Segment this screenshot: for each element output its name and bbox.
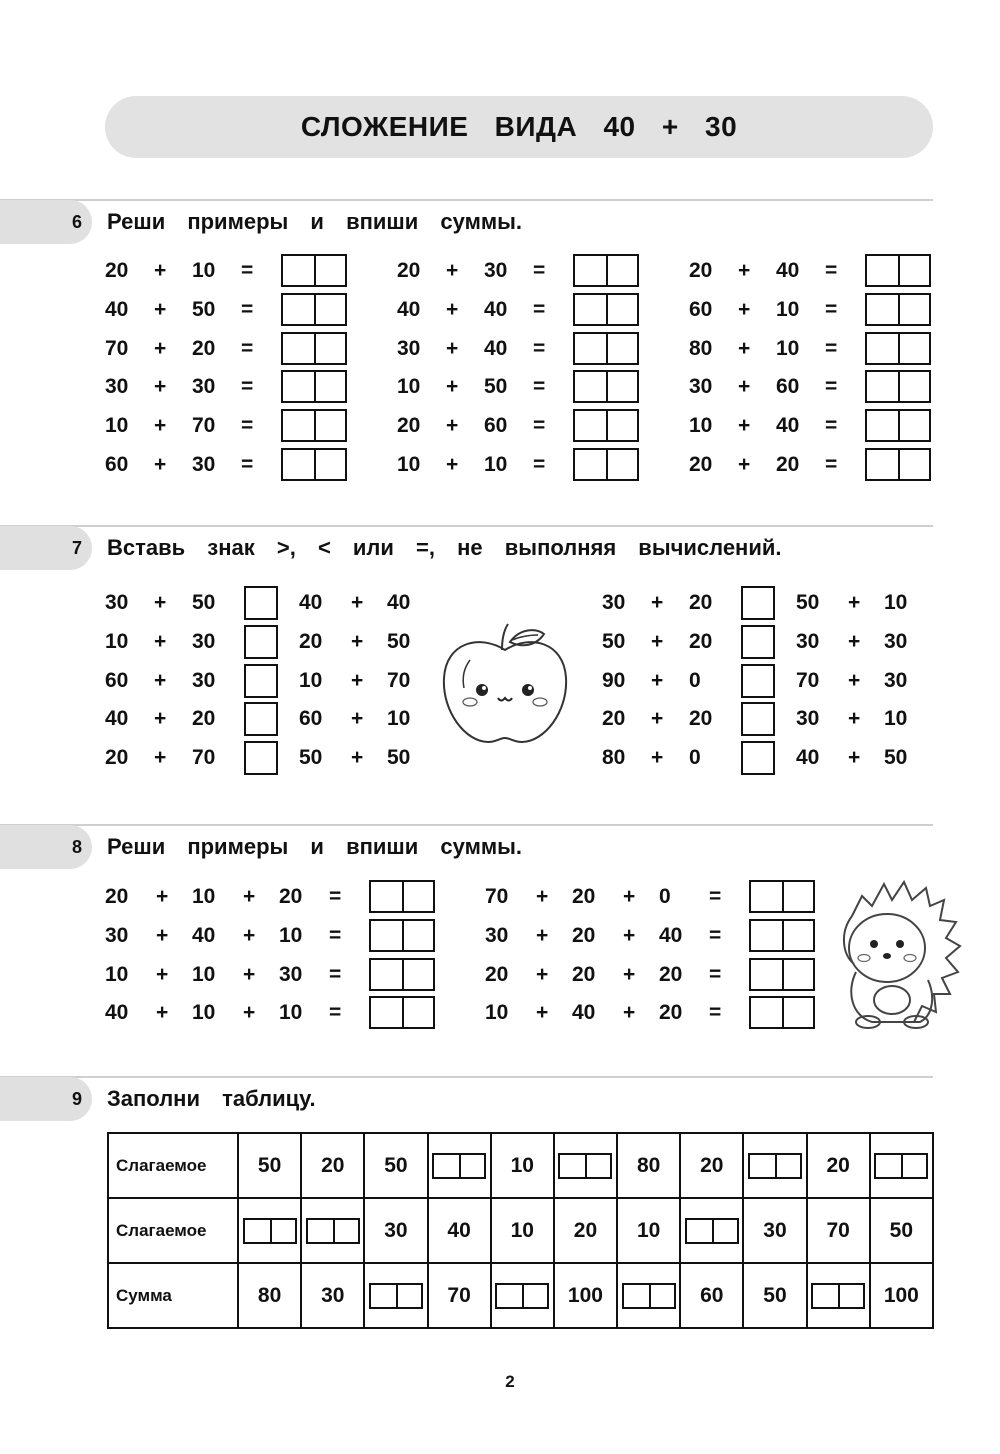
plus-sign: + (156, 923, 169, 947)
page-title: СЛОЖЕНИЕ ВИДА 40 + 30 (300, 111, 738, 142)
equals-sign: = (709, 1001, 722, 1025)
row-label: Слагаемое (108, 1133, 238, 1198)
addend: 30 (279, 962, 303, 986)
addend: 20 (299, 629, 323, 653)
plus-sign: + (651, 591, 664, 614)
equals-sign: = (329, 962, 342, 986)
addend: 10 (192, 885, 216, 908)
plus-sign: + (154, 668, 167, 692)
addend: 40 (387, 591, 411, 614)
addend: 20 (689, 259, 713, 282)
equation-row (105, 960, 355, 990)
equals-sign: = (241, 336, 254, 360)
addend: 40 (484, 297, 508, 321)
table-cell: 70 (807, 1198, 870, 1263)
plus-sign: + (351, 668, 364, 692)
task-number-badge (0, 825, 92, 869)
equals-sign: = (709, 962, 722, 986)
apple-illustration (440, 620, 570, 748)
plus-sign: + (446, 453, 459, 476)
table-cell: 80 (238, 1263, 301, 1328)
addend: 30 (484, 259, 508, 282)
equals-sign: = (329, 885, 342, 908)
addend: 0 (659, 885, 671, 908)
answer-box[interactable] (874, 1153, 928, 1179)
answer-box[interactable] (369, 880, 435, 913)
equation-row (485, 960, 735, 990)
equals-sign: = (241, 297, 254, 321)
equation-row (485, 882, 735, 912)
plus-sign: + (848, 707, 861, 731)
plus-sign: + (651, 707, 664, 731)
answer-box[interactable] (243, 1218, 297, 1244)
table-cell: 80 (617, 1133, 680, 1198)
task-instruction: Вставь знак >, < или =, не выполняя вычислений. (107, 535, 782, 560)
row-label: Слагаемое (108, 1198, 238, 1263)
plus-sign: + (536, 923, 549, 947)
addend: 20 (105, 746, 129, 770)
addend: 10 (192, 1001, 216, 1025)
plus-sign: + (536, 962, 549, 986)
addend: 30 (105, 923, 129, 947)
plus-sign: + (446, 259, 459, 282)
addend: 20 (279, 885, 303, 908)
plus-sign: + (154, 414, 167, 438)
addend: 70 (192, 746, 216, 770)
addend: 40 (105, 297, 129, 321)
equals-sign: = (241, 453, 254, 476)
plus-sign: + (623, 1001, 636, 1025)
addend: 30 (602, 591, 626, 614)
addend: 20 (602, 707, 626, 731)
task-number: 9 (71, 1089, 82, 1109)
section-divider (0, 1076, 933, 1078)
equation-row (105, 998, 355, 1028)
table-cell (238, 1198, 301, 1263)
table-row (108, 1133, 933, 1198)
addend: 60 (299, 707, 323, 731)
plus-sign: + (243, 962, 256, 986)
answer-box[interactable] (573, 254, 639, 287)
task-number: 7 (71, 538, 82, 558)
table-cell: 20 (301, 1133, 364, 1198)
answer-box[interactable] (749, 919, 815, 952)
answer-box[interactable] (281, 370, 347, 403)
addend: 20 (776, 453, 800, 476)
sign-box[interactable] (741, 586, 775, 620)
addend: 50 (796, 591, 820, 614)
addend: 50 (192, 591, 216, 614)
plus-sign: + (738, 375, 751, 399)
plus-sign: + (848, 629, 861, 653)
addend: 40 (299, 591, 323, 614)
plus-sign: + (446, 414, 459, 438)
addend: 10 (884, 707, 908, 731)
table-cell: 10 (617, 1198, 680, 1263)
plus-sign: + (154, 591, 167, 614)
addend: 40 (659, 923, 683, 947)
addend: 50 (387, 746, 411, 770)
table-cell (680, 1198, 743, 1263)
addend: 20 (397, 259, 421, 282)
answer-box[interactable] (306, 1218, 360, 1244)
addend: 0 (689, 668, 701, 692)
plus-sign: + (154, 297, 167, 321)
addend: 20 (659, 962, 683, 986)
plus-sign: + (154, 707, 167, 731)
addend: 40 (105, 1001, 129, 1025)
plus-sign: + (738, 259, 751, 282)
addend: 70 (192, 414, 216, 438)
plus-sign: + (738, 336, 751, 360)
equation-row (485, 998, 735, 1028)
answer-box[interactable] (369, 919, 435, 952)
plus-sign: + (848, 746, 861, 770)
addend: 20 (397, 414, 421, 438)
addend: 10 (192, 962, 216, 986)
addend: 20 (689, 629, 713, 653)
task-instruction: Заполни таблицу. (107, 1086, 316, 1111)
answer-box[interactable] (369, 958, 435, 991)
answer-box[interactable] (281, 332, 347, 365)
equals-sign: = (709, 923, 722, 947)
addend: 10 (279, 923, 303, 947)
table-cell: 50 (238, 1133, 301, 1198)
table-cell: 100 (870, 1263, 933, 1328)
section-divider (0, 525, 933, 527)
answer-box[interactable] (573, 409, 639, 442)
table-cell (301, 1198, 364, 1263)
answer-box[interactable] (573, 293, 639, 326)
answer-box[interactable] (865, 409, 931, 442)
table-cell: 20 (807, 1133, 870, 1198)
plus-sign: + (536, 885, 549, 908)
answer-box[interactable] (865, 293, 931, 326)
plus-sign: + (651, 668, 664, 692)
plus-sign: + (154, 453, 167, 476)
plus-sign: + (848, 591, 861, 614)
plus-sign: + (848, 668, 861, 692)
table-cell: 40 (428, 1198, 491, 1263)
addend: 30 (485, 923, 509, 947)
equals-sign: = (825, 297, 838, 321)
addend: 70 (485, 885, 509, 908)
addend: 60 (776, 375, 800, 399)
equals-sign: = (241, 375, 254, 399)
plus-sign: + (243, 885, 256, 908)
addend: 10 (105, 629, 129, 653)
addend: 40 (572, 1001, 596, 1025)
answer-box[interactable] (865, 370, 931, 403)
task-number-badge (0, 1077, 92, 1121)
addend: 30 (884, 629, 908, 653)
answer-box[interactable] (685, 1218, 739, 1244)
plus-sign: + (623, 962, 636, 986)
task-number: 8 (71, 837, 82, 857)
addend: 10 (105, 962, 129, 986)
addend: 10 (105, 414, 129, 438)
addend: 30 (796, 629, 820, 653)
addend: 10 (397, 453, 421, 476)
task-number-badge (0, 526, 92, 570)
equals-sign: = (825, 375, 838, 399)
sign-box[interactable] (244, 664, 278, 698)
answer-box[interactable] (281, 293, 347, 326)
table-cell: 50 (364, 1133, 427, 1198)
table-cell (743, 1133, 806, 1198)
addend: 20 (192, 707, 216, 731)
table-cell: 30 (743, 1198, 806, 1263)
sign-box[interactable] (741, 741, 775, 775)
table-cell: 10 (491, 1133, 554, 1198)
table-cell: 30 (364, 1198, 427, 1263)
equals-sign: = (709, 885, 722, 908)
answer-box[interactable] (281, 409, 347, 442)
answer-box[interactable] (622, 1283, 676, 1309)
addend: 30 (796, 707, 820, 731)
sign-box[interactable] (244, 586, 278, 620)
addend: 30 (105, 591, 129, 614)
equals-sign: = (329, 1001, 342, 1025)
equation-row (105, 921, 355, 951)
addend: 20 (659, 1001, 683, 1025)
answer-box[interactable] (573, 448, 639, 481)
plus-sign: + (351, 707, 364, 731)
equation-row (485, 921, 735, 951)
fill-table (107, 1132, 934, 1329)
plus-sign: + (351, 746, 364, 770)
plus-sign: + (738, 414, 751, 438)
equals-sign: = (825, 453, 838, 476)
answer-box[interactable] (749, 996, 815, 1029)
plus-sign: + (623, 885, 636, 908)
task-number-badge (0, 200, 92, 244)
answer-box[interactable] (749, 880, 815, 913)
equals-sign: = (241, 259, 254, 282)
section-divider (0, 824, 933, 826)
equation-row (105, 882, 355, 912)
plus-sign: + (446, 297, 459, 321)
sign-box[interactable] (244, 625, 278, 659)
plus-sign: + (156, 885, 169, 908)
plus-sign: + (154, 336, 167, 360)
addend: 60 (484, 414, 508, 438)
plus-sign: + (446, 336, 459, 360)
page-number: 2 (505, 1372, 515, 1391)
answer-box[interactable] (811, 1283, 865, 1309)
addend: 30 (105, 375, 129, 399)
table-cell: 50 (870, 1198, 933, 1263)
addend: 30 (192, 375, 216, 399)
addend: 10 (299, 668, 323, 692)
addend: 50 (602, 629, 626, 653)
equals-sign: = (533, 336, 546, 360)
addend: 30 (397, 336, 421, 360)
plus-sign: + (651, 746, 664, 770)
addend: 10 (279, 1001, 303, 1025)
addend: 50 (387, 629, 411, 653)
answer-box[interactable] (573, 370, 639, 403)
plus-sign: + (154, 259, 167, 282)
sign-box[interactable] (741, 702, 775, 736)
addend: 30 (192, 629, 216, 653)
plus-sign: + (243, 1001, 256, 1025)
addend: 60 (105, 668, 129, 692)
addend: 20 (572, 923, 596, 947)
answer-box[interactable] (432, 1153, 486, 1179)
addend: 10 (689, 414, 713, 438)
addend: 80 (602, 746, 626, 770)
answer-box[interactable] (748, 1153, 802, 1179)
addend: 20 (689, 591, 713, 614)
equals-sign: = (533, 375, 546, 399)
plus-sign: + (623, 923, 636, 947)
answer-box[interactable] (865, 254, 931, 287)
plus-sign: + (156, 1001, 169, 1025)
addend: 10 (387, 707, 411, 731)
addend: 30 (192, 668, 216, 692)
plus-sign: + (154, 629, 167, 653)
plus-sign: + (243, 923, 256, 947)
addend: 70 (387, 668, 411, 692)
addend: 50 (484, 375, 508, 399)
plus-sign: + (738, 453, 751, 476)
plus-sign: + (446, 375, 459, 399)
equals-sign: = (533, 453, 546, 476)
answer-box[interactable] (369, 1283, 423, 1309)
table-cell (364, 1263, 427, 1328)
addend: 50 (884, 746, 908, 770)
table-cell (870, 1133, 933, 1198)
plus-sign: + (351, 591, 364, 614)
task-instruction: Реши примеры и впиши суммы. (107, 209, 523, 234)
plus-sign: + (154, 746, 167, 770)
sign-box[interactable] (244, 741, 278, 775)
answer-box[interactable] (865, 332, 931, 365)
sign-box[interactable] (741, 664, 775, 698)
addend: 40 (776, 414, 800, 438)
addend: 10 (776, 336, 800, 360)
addend: 10 (192, 259, 216, 282)
equals-sign: = (329, 923, 342, 947)
addend: 10 (485, 1001, 509, 1025)
answer-box[interactable] (749, 958, 815, 991)
table-cell: 50 (743, 1263, 806, 1328)
hedgehog-illustration (832, 876, 964, 1032)
addend: 70 (796, 668, 820, 692)
plus-sign: + (351, 629, 364, 653)
answer-box[interactable] (369, 996, 435, 1029)
plus-sign: + (156, 962, 169, 986)
table-cell (617, 1263, 680, 1328)
addend: 20 (689, 707, 713, 731)
addend: 10 (776, 297, 800, 321)
table-cell: 70 (428, 1263, 491, 1328)
table-cell: 30 (301, 1263, 364, 1328)
table-cell: 60 (680, 1263, 743, 1328)
row-label: Сумма (108, 1263, 238, 1328)
sign-box[interactable] (244, 702, 278, 736)
addend: 10 (484, 453, 508, 476)
addend: 30 (192, 453, 216, 476)
addend: 20 (485, 962, 509, 986)
addend: 20 (105, 259, 129, 282)
plus-sign: + (738, 297, 751, 321)
addend: 60 (689, 297, 713, 321)
addend: 10 (884, 591, 908, 614)
answer-box[interactable] (495, 1283, 549, 1309)
answer-box[interactable] (865, 448, 931, 481)
table-row (108, 1263, 933, 1328)
task-number: 6 (71, 212, 82, 232)
plus-sign: + (154, 375, 167, 399)
table-cell: 10 (491, 1198, 554, 1263)
answer-box[interactable] (281, 254, 347, 287)
addend: 60 (105, 453, 129, 476)
answer-box[interactable] (281, 448, 347, 481)
table-cell (807, 1263, 870, 1328)
addend: 90 (602, 668, 626, 692)
addend: 40 (796, 746, 820, 770)
addend: 40 (192, 923, 216, 947)
plus-sign: + (536, 1001, 549, 1025)
equals-sign: = (533, 259, 546, 282)
equals-sign: = (825, 336, 838, 360)
title-bar (105, 96, 933, 158)
equals-sign: = (241, 414, 254, 438)
addend: 50 (299, 746, 323, 770)
table-cell: 20 (554, 1198, 617, 1263)
addend: 40 (776, 259, 800, 282)
equals-sign: = (825, 259, 838, 282)
addend: 0 (689, 746, 701, 770)
sign-box[interactable] (741, 625, 775, 659)
answer-box[interactable] (573, 332, 639, 365)
addend: 50 (192, 297, 216, 321)
table-cell (554, 1133, 617, 1198)
equals-sign: = (533, 297, 546, 321)
equals-sign: = (825, 414, 838, 438)
task-instruction: Реши примеры и впиши суммы. (107, 834, 523, 859)
addend: 20 (105, 885, 129, 908)
addend: 20 (689, 453, 713, 476)
addend: 40 (484, 336, 508, 360)
table-cell: 20 (680, 1133, 743, 1198)
section-divider (0, 199, 933, 201)
addend: 30 (689, 375, 713, 399)
addend: 80 (689, 336, 713, 360)
addend: 40 (105, 707, 129, 731)
addend: 70 (105, 336, 129, 360)
table-cell: 100 (554, 1263, 617, 1328)
addend: 20 (572, 885, 596, 908)
equals-sign: = (533, 414, 546, 438)
addend: 30 (884, 668, 908, 692)
table-row (108, 1198, 933, 1263)
addend: 10 (397, 375, 421, 399)
plus-sign: + (651, 629, 664, 653)
addend: 40 (397, 297, 421, 321)
addend: 20 (192, 336, 216, 360)
answer-box[interactable] (558, 1153, 612, 1179)
table-cell (491, 1263, 554, 1328)
table-cell (428, 1133, 491, 1198)
addend: 20 (572, 962, 596, 986)
